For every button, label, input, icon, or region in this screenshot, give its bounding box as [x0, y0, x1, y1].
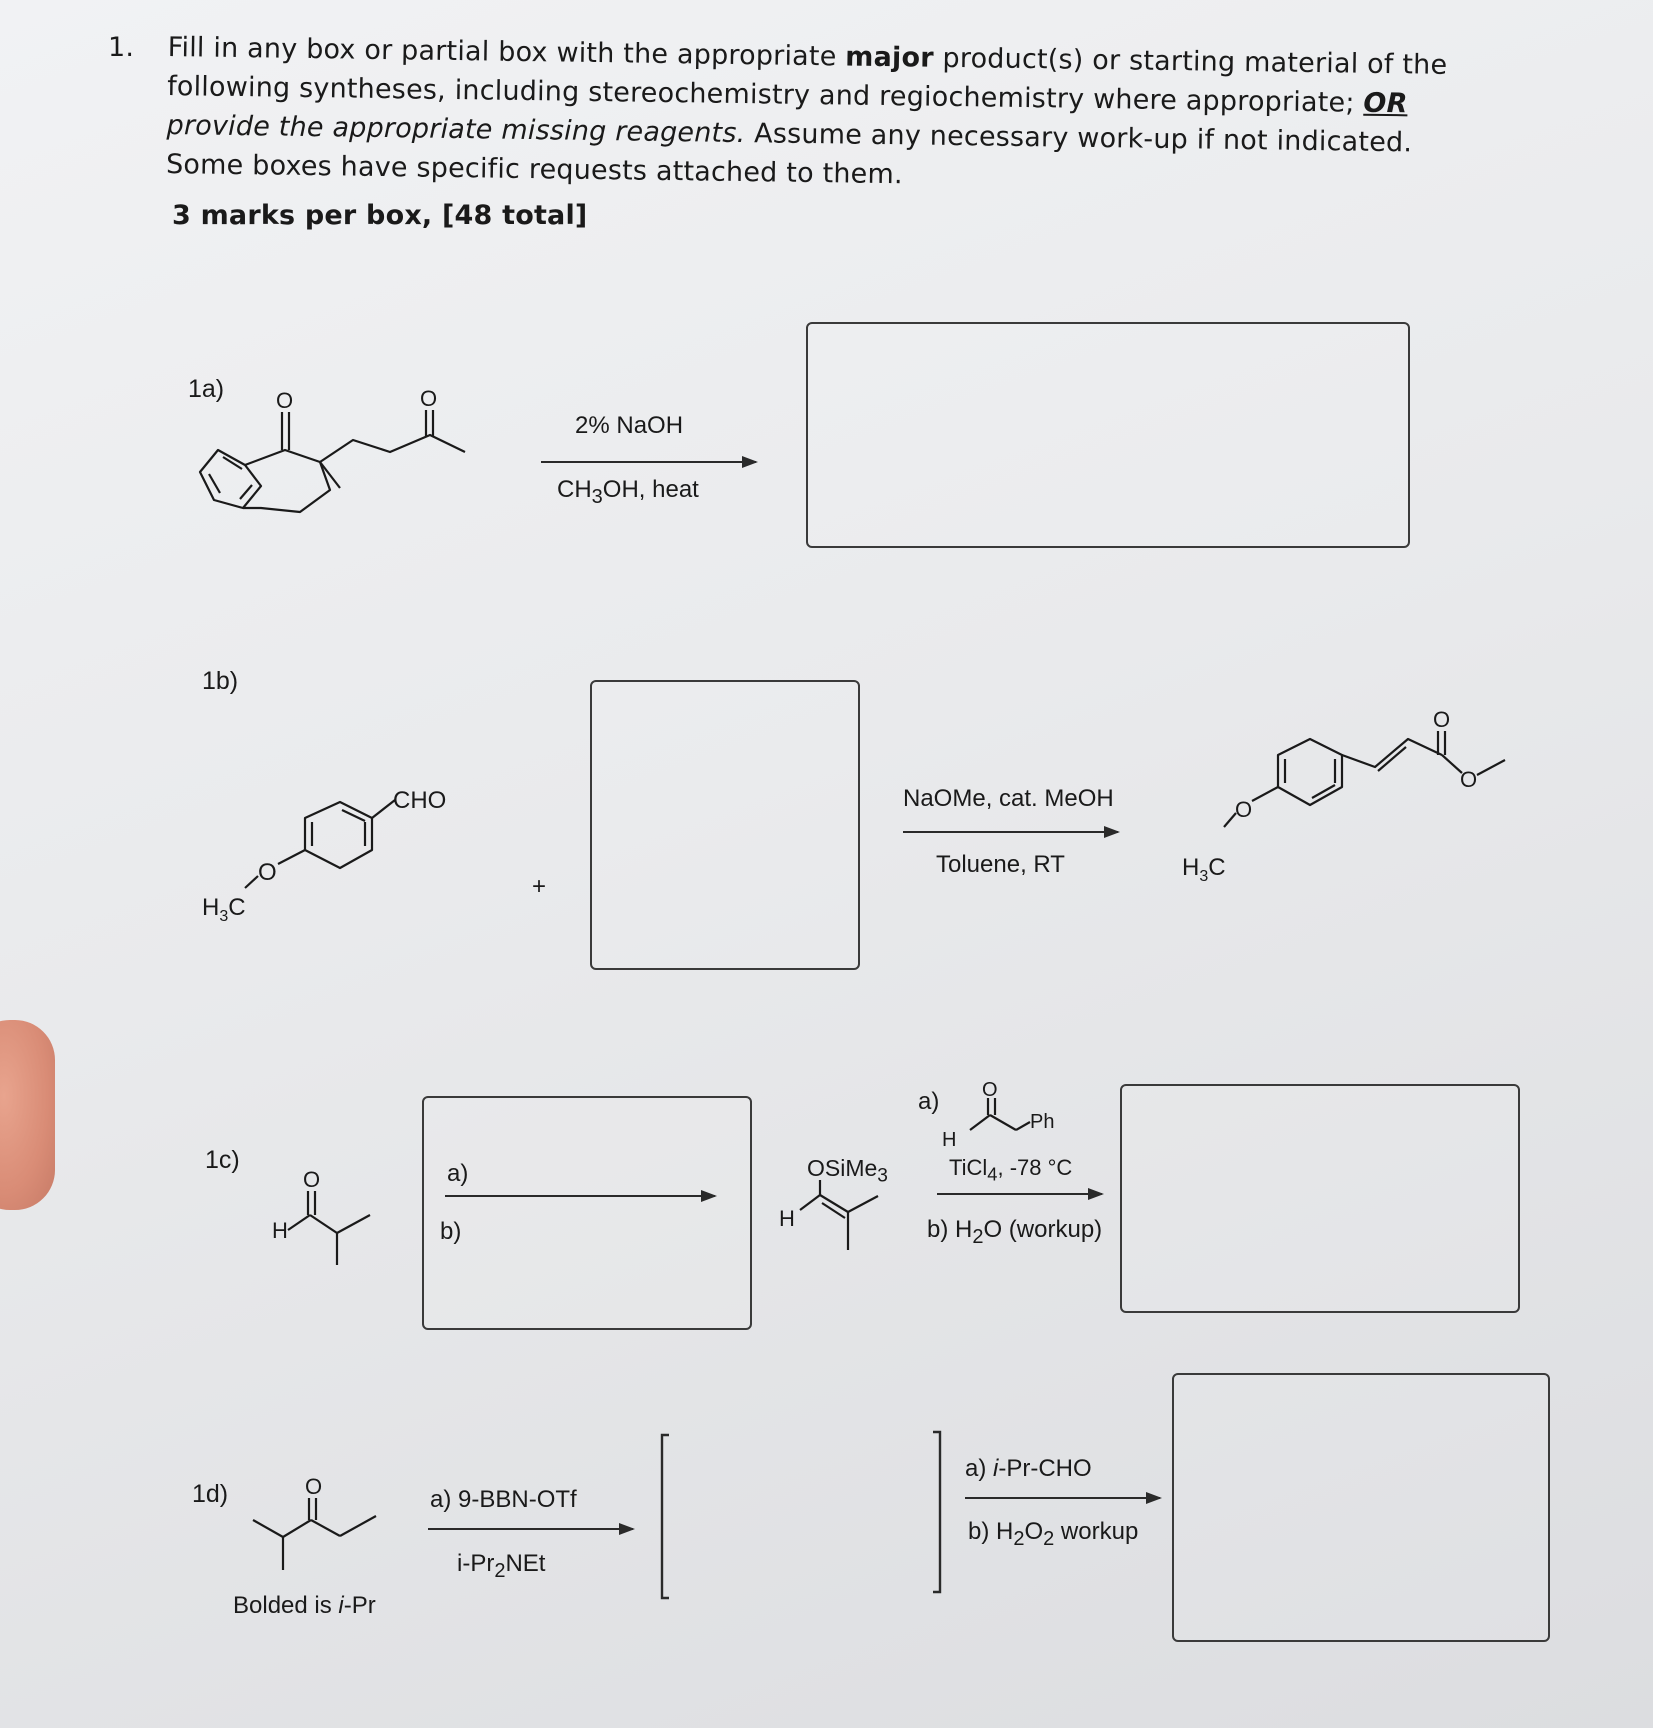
question-number: 1. [108, 32, 135, 63]
answer-box-1b-reagent[interactable] [590, 680, 860, 970]
label-1d: 1d) [192, 1480, 229, 1508]
atom-o: O [303, 1167, 321, 1192]
molecule-1c-phenylacetaldehyde [938, 1080, 1068, 1160]
intermediate-brackets-1d[interactable] [655, 1430, 955, 1600]
molecule-1b-aldehyde [200, 780, 460, 925]
answer-box-1c-product[interactable] [1120, 1084, 1520, 1313]
reagent-1d-a: a) 9-BBN-OTf [430, 1486, 577, 1513]
reagent-1c-ticl4: TiCl$_4$, -78 °C [949, 1155, 1073, 1185]
reagent-1d-second-a: a) i-Pr-CHO [965, 1455, 1092, 1482]
atom-o: O [982, 1079, 998, 1101]
note-bolded-ipr: Bolded is i-Pr [233, 1592, 376, 1619]
atom-o: O [420, 386, 438, 411]
reagent-1b-bottom: Toluene, RT [936, 851, 1065, 878]
methyl-group: $H_3C$ [202, 894, 246, 925]
atom-h: H [942, 1129, 957, 1151]
plus-sign: + [532, 873, 547, 900]
reagent-1c-a-label: a) [918, 1088, 940, 1115]
osime3-label: OSiMe$_3$ [807, 1155, 888, 1187]
atom-o: O [276, 388, 294, 413]
reagent-1d-b: $i-Pr_2NEt$ [457, 1550, 546, 1582]
reagent-1c-box-a: a) [447, 1160, 469, 1187]
molecule-1b-product [1180, 707, 1520, 895]
reaction-arrow-1c-first [445, 1195, 715, 1197]
label-1b: 1b) [202, 667, 239, 695]
label-1a: 1a) [188, 375, 225, 403]
reagent-1b-top: NaOMe, cat. MeOH [903, 785, 1114, 812]
molecule-1d-ketone [248, 1470, 388, 1580]
reagent-1a-bottom: $CH_3OH$, heat [557, 476, 699, 508]
atom-o: O [1235, 797, 1253, 822]
reaction-arrow-1b [903, 831, 1118, 833]
reaction-arrow-1d-second [965, 1497, 1160, 1499]
answer-box-1c-reagents[interactable] [422, 1096, 752, 1330]
atom-o: O [305, 1474, 323, 1499]
atom-o: O [1433, 707, 1451, 732]
reaction-arrow-1d-first [428, 1528, 633, 1530]
label-1c: 1c) [205, 1146, 240, 1174]
atom-h: H [272, 1218, 288, 1243]
phenyl-group: Ph [1030, 1111, 1055, 1133]
methyl-group: $H_3C$ [1182, 854, 1226, 885]
reagent-1a-top: 2% NaOH [575, 412, 684, 439]
thumb-decoration [0, 1020, 55, 1210]
reagent-1c-box-b: b) [440, 1218, 462, 1245]
question-instructions: Fill in any box or partial box with the appropriate major product(s) or starting material of the following syntheses, including stereochemistry and regiochemistry where appropriate; OR provide the appropriate missing reagents. Assume any necessary work-up if not indicated. Some boxes have specific requests attached to them. [165, 31, 1448, 191]
atom-o: O [258, 859, 277, 886]
reaction-arrow-1a [541, 461, 756, 463]
atom-o: O [1460, 767, 1478, 792]
aldehyde-group: CHO [393, 787, 447, 814]
atom-h: H [779, 1206, 795, 1231]
reagent-1d-second-b: b) $H_2O_2$ workup [968, 1518, 1139, 1550]
marks-line: 3 marks per box, [48 total] [172, 200, 588, 231]
answer-box-1a-product[interactable] [806, 322, 1410, 548]
reaction-arrow-1c-second [937, 1193, 1102, 1195]
answer-box-1d-product[interactable] [1172, 1373, 1550, 1642]
reagent-1c-b: b) $H_2O$ (workup) [927, 1216, 1103, 1248]
molecule-1c-aldehyde [265, 1165, 385, 1275]
